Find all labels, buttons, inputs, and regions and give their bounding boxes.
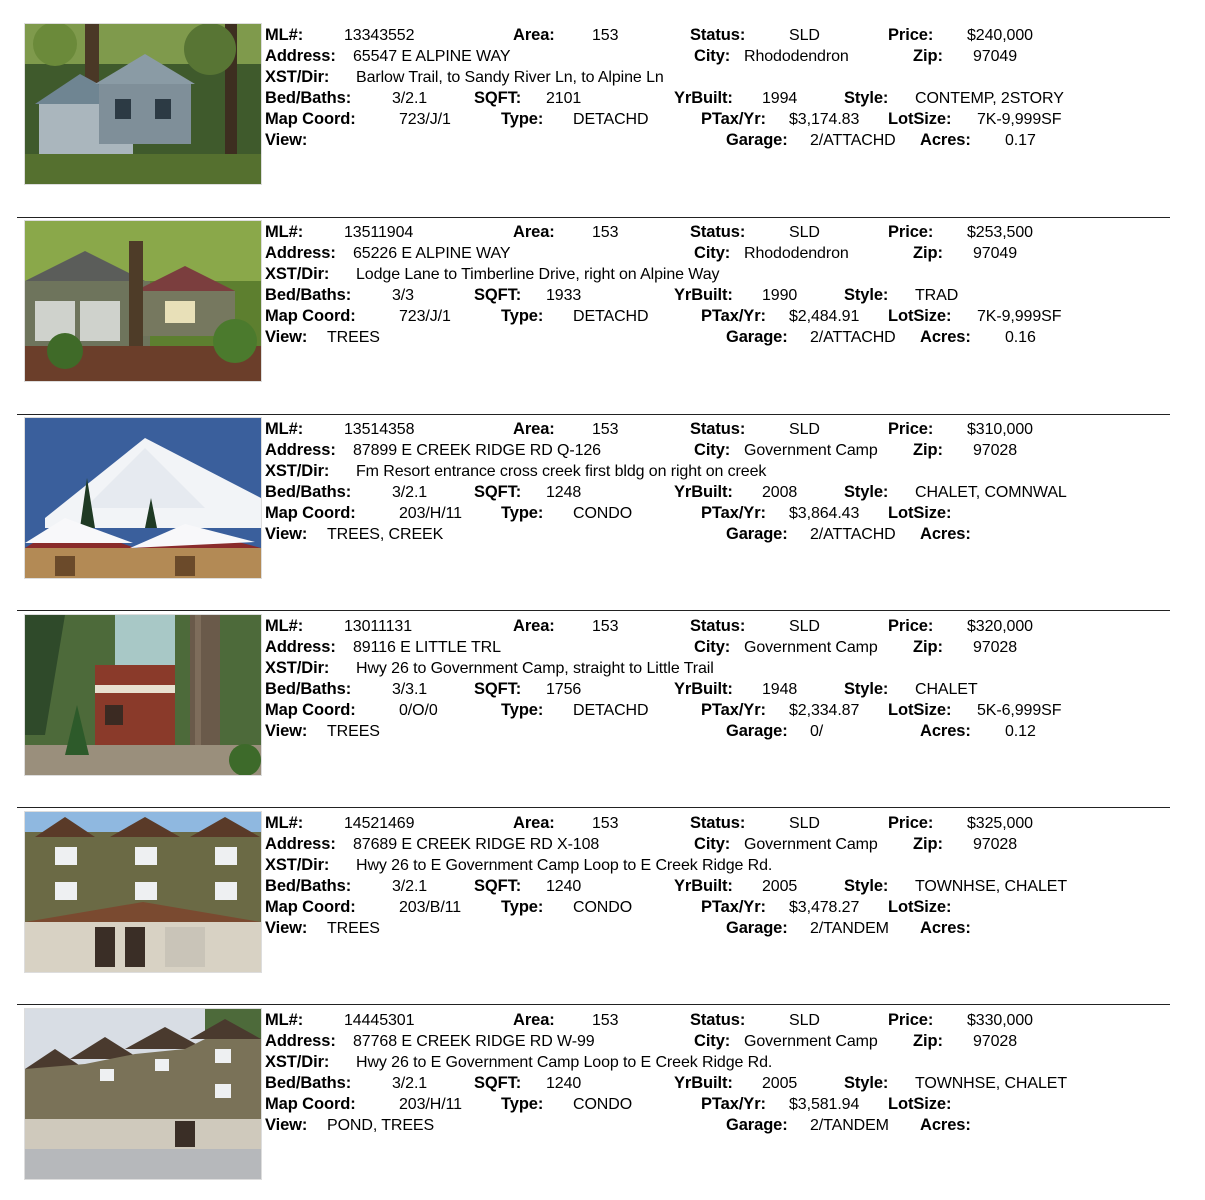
ptax-label: PTax/Yr: xyxy=(701,898,766,916)
yrbuilt-label: YrBuilt: xyxy=(674,483,733,501)
acres-label: Acres: xyxy=(920,722,971,740)
status-value: SLD xyxy=(789,224,820,241)
xst-value: Fm Resort entrance cross creek first bldg on right on creek xyxy=(356,463,767,480)
garage-value: 2/ATTACHD xyxy=(810,526,896,543)
area-label: Area: xyxy=(513,1011,555,1029)
mapcoord-label: Map Coord: xyxy=(265,701,356,719)
style-label: Style: xyxy=(844,89,889,107)
bedbaths-value: 3/2.1 xyxy=(392,90,428,107)
status-label: Status: xyxy=(690,420,746,438)
acres-label: Acres: xyxy=(920,131,971,149)
city-value: Government Camp xyxy=(744,836,878,853)
yrbuilt-label: YrBuilt: xyxy=(674,286,733,304)
acres-label: Acres: xyxy=(920,525,971,543)
lotsize-label: LotSize: xyxy=(888,701,952,719)
lotsize-label: LotSize: xyxy=(888,504,952,522)
ml-label: ML#: xyxy=(265,223,304,241)
ml-label: ML#: xyxy=(265,26,304,44)
bedbaths-value: 3/3 xyxy=(392,287,414,304)
lotsize-value: 7K-9,999SF xyxy=(977,111,1062,128)
price-label: Price: xyxy=(888,814,934,832)
type-label: Type: xyxy=(501,504,544,522)
bedbaths-label: Bed/Baths: xyxy=(265,877,352,895)
bedbaths-label: Bed/Baths: xyxy=(265,1074,352,1092)
bedbaths-value: 3/2.1 xyxy=(392,484,428,501)
style-value: CHALET xyxy=(915,681,978,698)
ml-value: 13011131 xyxy=(344,618,413,635)
listing-photo[interactable] xyxy=(24,417,262,579)
type-label: Type: xyxy=(501,110,544,128)
bedbaths-value: 3/2.1 xyxy=(392,878,428,895)
status-label: Status: xyxy=(690,617,746,635)
city-value: Rhododendron xyxy=(744,245,849,262)
price-value: $240,000 xyxy=(967,27,1033,44)
status-label: Status: xyxy=(690,1011,746,1029)
zip-label: Zip: xyxy=(913,1032,943,1050)
address-value: 87768 E CREEK RIDGE RD W-99 xyxy=(353,1033,595,1050)
ptax-value: $2,334.87 xyxy=(789,702,860,719)
sqft-label: SQFT: xyxy=(474,1074,522,1092)
area-value: 153 xyxy=(592,618,619,635)
status-value: SLD xyxy=(789,815,820,832)
city-label: City: xyxy=(694,47,731,65)
xst-value: Hwy 26 to Government Camp, straight to Little Trail xyxy=(356,660,714,677)
zip-value: 97028 xyxy=(973,1033,1017,1050)
listing-2 xyxy=(0,394,1205,591)
sqft-label: SQFT: xyxy=(474,89,522,107)
garage-label: Garage: xyxy=(726,525,788,543)
ml-value: 13343552 xyxy=(344,27,415,44)
yrbuilt-value: 2005 xyxy=(762,878,798,895)
status-label: Status: xyxy=(690,814,746,832)
listing-photo[interactable] xyxy=(24,220,262,382)
ml-value: 13514358 xyxy=(344,421,415,438)
ml-value: 13511904 xyxy=(344,224,414,241)
view-value: TREES xyxy=(327,723,380,740)
price-label: Price: xyxy=(888,1011,934,1029)
view-value: TREES xyxy=(327,920,380,937)
yrbuilt-value: 2005 xyxy=(762,1075,798,1092)
type-value: DETACHD xyxy=(573,702,649,719)
bedbaths-label: Bed/Baths: xyxy=(265,286,352,304)
sqft-value: 2101 xyxy=(546,90,582,107)
ptax-label: PTax/Yr: xyxy=(701,504,766,522)
price-value: $325,000 xyxy=(967,815,1033,832)
zip-label: Zip: xyxy=(913,441,943,459)
listing-photo[interactable] xyxy=(24,614,262,776)
lotsize-value: 5K-6,999SF xyxy=(977,702,1062,719)
address-label: Address: xyxy=(265,441,336,459)
address-label: Address: xyxy=(265,47,336,65)
style-label: Style: xyxy=(844,1074,889,1092)
house-photo xyxy=(25,221,261,381)
mapcoord-value: 723/J/1 xyxy=(399,308,451,325)
bedbaths-label: Bed/Baths: xyxy=(265,483,352,501)
price-value: $253,500 xyxy=(967,224,1033,241)
style-value: TOWNHSE, CHALET xyxy=(915,878,1068,895)
city-label: City: xyxy=(694,835,731,853)
ml-label: ML#: xyxy=(265,420,304,438)
sqft-label: SQFT: xyxy=(474,877,522,895)
ml-value: 14521469 xyxy=(344,815,415,832)
acres-value: 0.17 xyxy=(1005,132,1036,149)
area-value: 153 xyxy=(592,27,619,44)
type-label: Type: xyxy=(501,1095,544,1113)
ml-value: 14445301 xyxy=(344,1012,415,1029)
ptax-label: PTax/Yr: xyxy=(701,1095,766,1113)
listing-3 xyxy=(0,591,1205,788)
townhouse-photo xyxy=(25,812,261,972)
city-value: Rhododendron xyxy=(744,48,849,65)
lotsize-label: LotSize: xyxy=(888,898,952,916)
address-label: Address: xyxy=(265,1032,336,1050)
mapcoord-value: 723/J/1 xyxy=(399,111,451,128)
townhouse-row-photo xyxy=(25,1009,261,1179)
garage-value: 0/ xyxy=(810,723,824,740)
address-label: Address: xyxy=(265,638,336,656)
style-label: Style: xyxy=(844,286,889,304)
city-label: City: xyxy=(694,441,731,459)
ptax-label: PTax/Yr: xyxy=(701,307,766,325)
xst-label: XST/Dir: xyxy=(265,462,330,480)
acres-label: Acres: xyxy=(920,919,971,937)
sqft-value: 1756 xyxy=(546,681,582,698)
yrbuilt-label: YrBuilt: xyxy=(674,680,733,698)
house-photo xyxy=(25,24,261,184)
snowy-mountain-photo xyxy=(25,418,261,578)
status-value: SLD xyxy=(789,618,820,635)
zip-value: 97028 xyxy=(973,639,1017,656)
garage-value: 2/TANDEM xyxy=(810,1117,889,1134)
view-value: POND, TREES xyxy=(327,1117,435,1134)
view-label: View: xyxy=(265,722,308,740)
yrbuilt-label: YrBuilt: xyxy=(674,89,733,107)
address-value: 89116 E LITTLE TRL xyxy=(353,639,501,656)
zip-value: 97028 xyxy=(973,836,1017,853)
acres-value: 0.12 xyxy=(1005,723,1036,740)
ptax-value: $2,484.91 xyxy=(789,308,860,325)
address-value: 87899 E CREEK RIDGE RD Q-126 xyxy=(353,442,601,459)
xst-value: Barlow Trail, to Sandy River Ln, to Alpine Ln xyxy=(356,69,664,86)
area-label: Area: xyxy=(513,223,555,241)
acres-label: Acres: xyxy=(920,328,971,346)
sqft-value: 1933 xyxy=(546,287,582,304)
sqft-value: 1240 xyxy=(546,1075,582,1092)
type-value: CONDO xyxy=(573,1096,633,1113)
price-label: Price: xyxy=(888,223,934,241)
garage-value: 2/TANDEM xyxy=(810,920,889,937)
xst-label: XST/Dir: xyxy=(265,1053,330,1071)
listing-photo[interactable] xyxy=(24,23,262,185)
price-value: $310,000 xyxy=(967,421,1033,438)
bedbaths-label: Bed/Baths: xyxy=(265,89,352,107)
address-value: 87689 E CREEK RIDGE RD X-108 xyxy=(353,836,600,853)
ml-label: ML#: xyxy=(265,617,304,635)
area-value: 153 xyxy=(592,815,619,832)
price-value: $330,000 xyxy=(967,1012,1033,1029)
type-value: DETACHD xyxy=(573,111,649,128)
ml-label: ML#: xyxy=(265,814,304,832)
area-value: 153 xyxy=(592,421,619,438)
mapcoord-value: 0/O/0 xyxy=(399,702,438,719)
view-label: View: xyxy=(265,131,308,149)
yrbuilt-value: 2008 xyxy=(762,484,798,501)
listing-photo[interactable] xyxy=(24,811,262,973)
yrbuilt-label: YrBuilt: xyxy=(674,1074,733,1092)
type-value: CONDO xyxy=(573,899,633,916)
area-label: Area: xyxy=(513,617,555,635)
style-value: CONTEMP, 2STORY xyxy=(915,90,1064,107)
sqft-label: SQFT: xyxy=(474,286,522,304)
lotsize-value: 7K-9,999SF xyxy=(977,308,1062,325)
price-value: $320,000 xyxy=(967,618,1033,635)
xst-value: Hwy 26 to E Government Camp Loop to E Creek Ridge Rd. xyxy=(356,857,773,874)
garage-label: Garage: xyxy=(726,131,788,149)
status-value: SLD xyxy=(789,1012,820,1029)
lotsize-label: LotSize: xyxy=(888,110,952,128)
zip-value: 97028 xyxy=(973,442,1017,459)
address-label: Address: xyxy=(265,835,336,853)
style-value: TOWNHSE, CHALET xyxy=(915,1075,1068,1092)
price-label: Price: xyxy=(888,26,934,44)
city-label: City: xyxy=(694,638,731,656)
price-label: Price: xyxy=(888,420,934,438)
bedbaths-value: 3/3.1 xyxy=(392,681,428,698)
zip-value: 97049 xyxy=(973,48,1017,65)
city-label: City: xyxy=(694,1032,731,1050)
view-label: View: xyxy=(265,1116,308,1134)
view-value: TREES xyxy=(327,329,380,346)
ptax-label: PTax/Yr: xyxy=(701,110,766,128)
chalet-photo xyxy=(25,615,261,775)
garage-label: Garage: xyxy=(726,1116,788,1134)
ptax-value: $3,864.43 xyxy=(789,505,860,522)
yrbuilt-value: 1948 xyxy=(762,681,798,698)
mapcoord-label: Map Coord: xyxy=(265,504,356,522)
status-label: Status: xyxy=(690,26,746,44)
zip-label: Zip: xyxy=(913,47,943,65)
zip-label: Zip: xyxy=(913,244,943,262)
area-label: Area: xyxy=(513,26,555,44)
type-label: Type: xyxy=(501,701,544,719)
city-value: Government Camp xyxy=(744,639,878,656)
yrbuilt-value: 1990 xyxy=(762,287,798,304)
style-label: Style: xyxy=(844,483,889,501)
style-value: CHALET, COMNWAL xyxy=(915,484,1067,501)
view-value: TREES, CREEK xyxy=(327,526,444,543)
lotsize-label: LotSize: xyxy=(888,307,952,325)
garage-label: Garage: xyxy=(726,328,788,346)
yrbuilt-value: 1994 xyxy=(762,90,798,107)
zip-label: Zip: xyxy=(913,638,943,656)
lotsize-label: LotSize: xyxy=(888,1095,952,1113)
ptax-label: PTax/Yr: xyxy=(701,701,766,719)
ptax-value: $3,581.94 xyxy=(789,1096,860,1113)
status-value: SLD xyxy=(789,27,820,44)
type-value: CONDO xyxy=(573,505,633,522)
xst-value: Lodge Lane to Timberline Drive, right on Alpine Way xyxy=(356,266,720,283)
bedbaths-value: 3/2.1 xyxy=(392,1075,428,1092)
city-value: Government Camp xyxy=(744,1033,878,1050)
xst-value: Hwy 26 to E Government Camp Loop to E Creek Ridge Rd. xyxy=(356,1054,773,1071)
xst-label: XST/Dir: xyxy=(265,68,330,86)
area-value: 153 xyxy=(592,1012,619,1029)
sqft-label: SQFT: xyxy=(474,483,522,501)
view-label: View: xyxy=(265,525,308,543)
view-label: View: xyxy=(265,919,308,937)
yrbuilt-label: YrBuilt: xyxy=(674,877,733,895)
type-value: DETACHD xyxy=(573,308,649,325)
ptax-value: $3,174.83 xyxy=(789,111,860,128)
listing-5 xyxy=(0,985,1205,1182)
mapcoord-label: Map Coord: xyxy=(265,110,356,128)
style-value: TRAD xyxy=(915,287,959,304)
garage-label: Garage: xyxy=(726,722,788,740)
price-label: Price: xyxy=(888,617,934,635)
mapcoord-label: Map Coord: xyxy=(265,307,356,325)
sqft-value: 1240 xyxy=(546,878,582,895)
sqft-label: SQFT: xyxy=(474,680,522,698)
sqft-value: 1248 xyxy=(546,484,582,501)
zip-label: Zip: xyxy=(913,835,943,853)
status-value: SLD xyxy=(789,421,820,438)
city-label: City: xyxy=(694,244,731,262)
address-value: 65547 E ALPINE WAY xyxy=(353,48,511,65)
mapcoord-label: Map Coord: xyxy=(265,898,356,916)
status-label: Status: xyxy=(690,223,746,241)
acres-value: 0.16 xyxy=(1005,329,1036,346)
mapcoord-value: 203/H/11 xyxy=(399,1096,462,1113)
area-value: 153 xyxy=(592,224,619,241)
city-value: Government Camp xyxy=(744,442,878,459)
type-label: Type: xyxy=(501,307,544,325)
xst-label: XST/Dir: xyxy=(265,265,330,283)
acres-label: Acres: xyxy=(920,1116,971,1134)
bedbaths-label: Bed/Baths: xyxy=(265,680,352,698)
address-value: 65226 E ALPINE WAY xyxy=(353,245,511,262)
listing-0 xyxy=(0,0,1205,197)
listing-1 xyxy=(0,197,1205,394)
type-label: Type: xyxy=(501,898,544,916)
ml-label: ML#: xyxy=(265,1011,304,1029)
garage-label: Garage: xyxy=(726,919,788,937)
area-label: Area: xyxy=(513,814,555,832)
listing-photo[interactable] xyxy=(24,1008,262,1180)
ptax-value: $3,478.27 xyxy=(789,899,860,916)
style-label: Style: xyxy=(844,877,889,895)
xst-label: XST/Dir: xyxy=(265,856,330,874)
address-label: Address: xyxy=(265,244,336,262)
listing-4 xyxy=(0,788,1205,985)
mapcoord-label: Map Coord: xyxy=(265,1095,356,1113)
mapcoord-value: 203/H/11 xyxy=(399,505,462,522)
style-label: Style: xyxy=(844,680,889,698)
zip-value: 97049 xyxy=(973,245,1017,262)
garage-value: 2/ATTACHD xyxy=(810,132,896,149)
mapcoord-value: 203/B/11 xyxy=(399,899,462,916)
xst-label: XST/Dir: xyxy=(265,659,330,677)
area-label: Area: xyxy=(513,420,555,438)
view-label: View: xyxy=(265,328,308,346)
garage-value: 2/ATTACHD xyxy=(810,329,896,346)
